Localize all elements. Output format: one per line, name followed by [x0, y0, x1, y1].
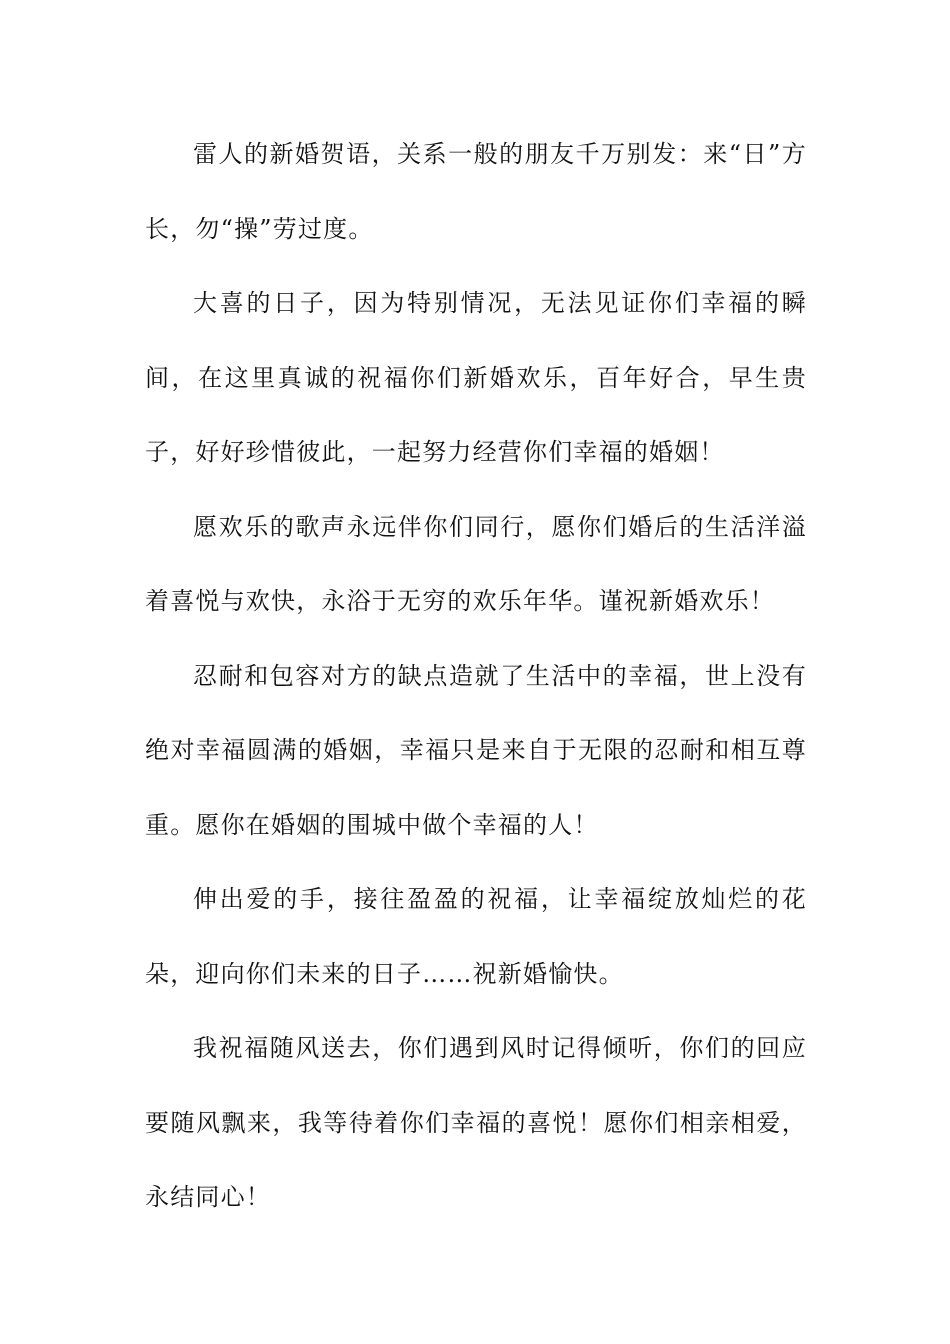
paragraph: 雷人的新婚贺语，关系一般的朋友千万别发：来“日”方长，勿“操”劳过度。	[145, 140, 807, 243]
paragraph: 愿欢乐的歌声永远伴你们同行，愿你们婚后的生活洋溢着喜悦与欢快，永浴于无穷的欢乐年华。谨祝新婚欢乐！	[145, 512, 807, 615]
document-body	[145, 117, 807, 1235]
paragraph: 伸出爱的手，接往盈盈的祝福，让幸福绽放灿烂的花朵，迎向你们未来的日子……祝新婚愉快。	[145, 885, 807, 988]
paragraph: 忍耐和包容对方的缺点造就了生活中的幸福，世上没有绝对幸福圆满的婚姻，幸福只是来自于无限的忍耐和相互尊重。愿你在婚姻的围城中做个幸福的人！	[145, 661, 807, 839]
paragraph: 我祝福随风送去，你们遇到风时记得倾听，你们的回应要随风飘来，我等待着你们幸福的喜悦！愿你们相亲相爱，永结同心！	[145, 1034, 807, 1211]
paragraph: 大喜的日子，因为特别情况，无法见证你们幸福的瞬间，在这里真诚的祝福你们新婚欢乐，百年好合，早生贵子，好好珍惜彼此，一起努力经营你们幸福的婚姻！	[145, 289, 807, 466]
